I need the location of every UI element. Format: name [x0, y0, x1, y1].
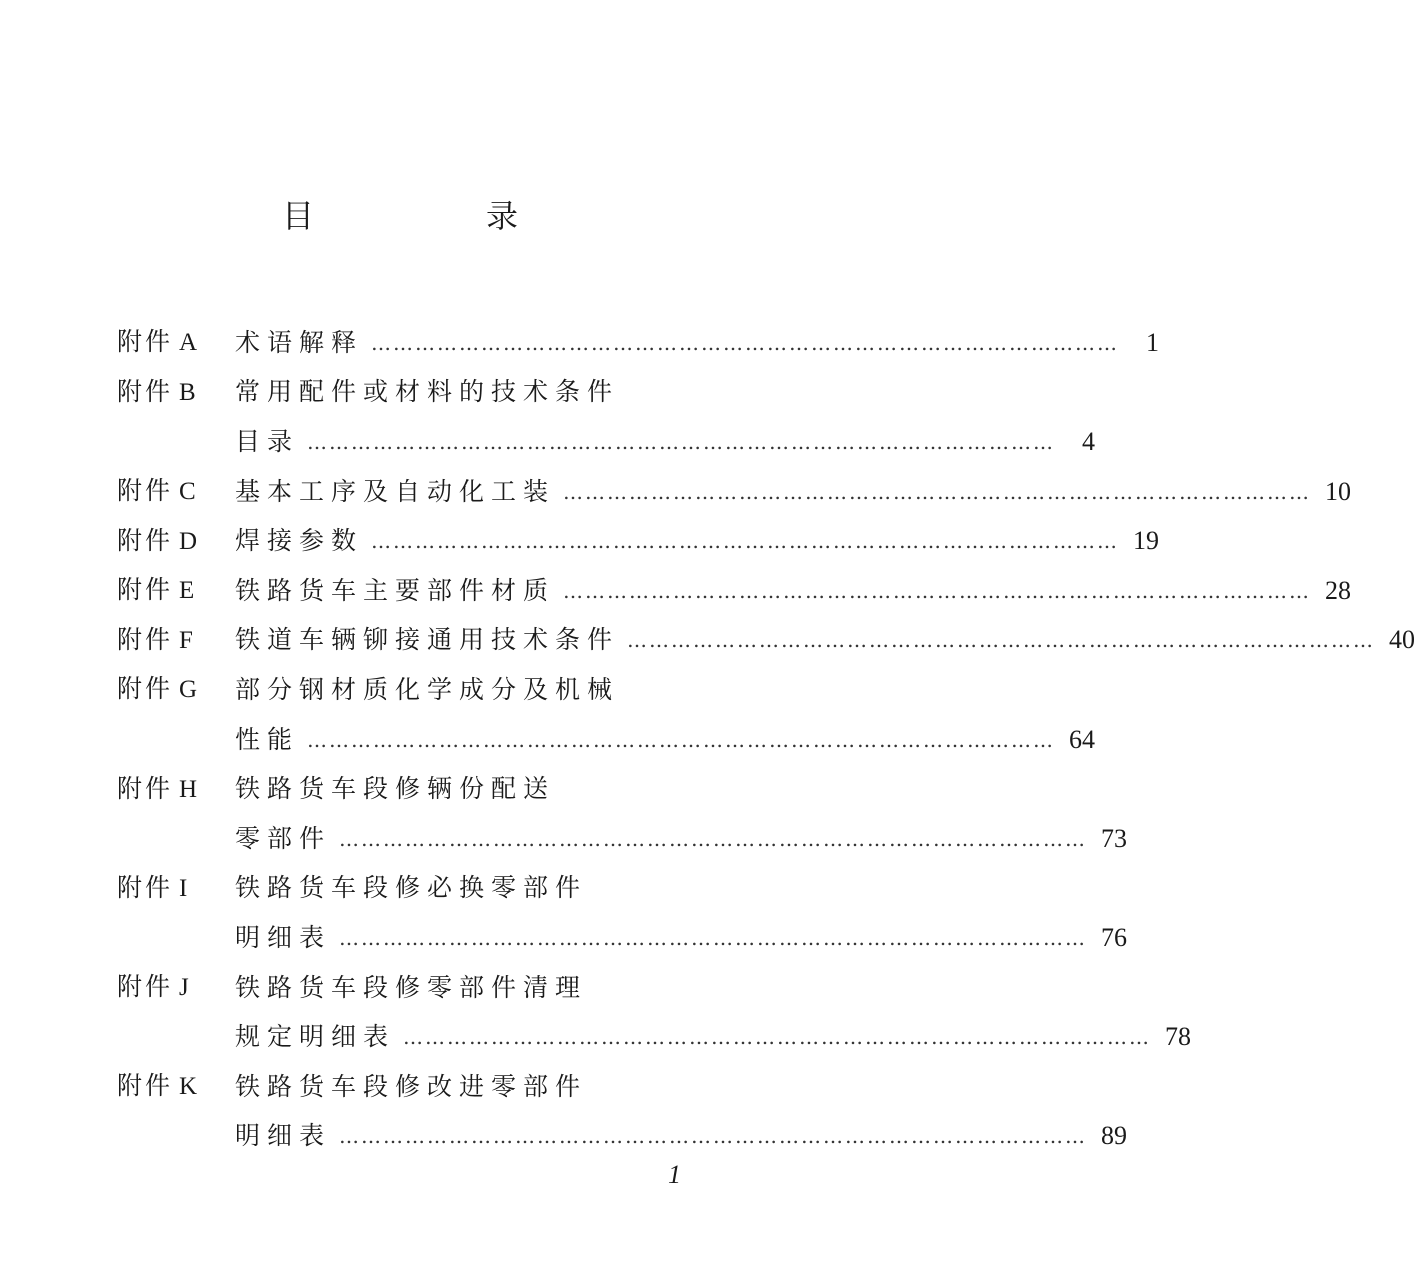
dot-leader: ………………………………………………………………………………………… — [307, 727, 1056, 752]
toc-entry-prefix: 附件 — [117, 972, 174, 1002]
toc-entry-line[interactable] — [117, 616, 1415, 666]
toc-entry-prefix: 附件 — [117, 476, 174, 506]
toc-page-number: 10 — [1325, 476, 1352, 506]
toc-entry-line[interactable] — [117, 467, 1352, 517]
toc-entry-line[interactable] — [117, 368, 701, 418]
toc-entry-letter: G — [179, 676, 198, 704]
toc-entry-letter: B — [179, 378, 196, 406]
toc-entry-title: 铁路货车主要部件材质 — [235, 575, 556, 605]
toc-page-number: 4 — [1082, 426, 1096, 456]
toc-entry-title: 零部件 — [235, 823, 332, 853]
toc-entry-prefix: 附件 — [117, 872, 174, 902]
toc-page-number: 40 — [1389, 625, 1415, 655]
toc-entry-letter: I — [179, 874, 188, 902]
table-of-contents — [117, 318, 1415, 1161]
toc-page-number: 19 — [1133, 526, 1160, 556]
toc-entry-label — [117, 868, 235, 909]
toc-entry-letter: F — [179, 626, 193, 654]
toc-entry-title: 焊接参数 — [235, 526, 364, 556]
toc-entry-title: 常用配件或材料的技术条件 — [235, 377, 620, 407]
toc-entry-prefix: 附件 — [117, 1071, 174, 1101]
toc-page-number: 1 — [1146, 327, 1160, 357]
toc-entry-line[interactable] — [117, 913, 1128, 963]
toc-entry-letter: J — [179, 974, 189, 1002]
toc-entry-title: 明细表 — [235, 1121, 332, 1151]
toc-entry-label — [117, 967, 235, 1008]
toc-entry-title: 基本工序及自动化工装 — [235, 476, 556, 506]
toc-page-number: 64 — [1069, 724, 1096, 754]
toc-entry-label — [117, 570, 235, 611]
toc-entry-line[interactable] — [117, 814, 1128, 864]
toc-entry-label — [117, 322, 235, 363]
toc-entry-letter: H — [179, 775, 198, 803]
dot-leader: ………………………………………………………………………………………… — [371, 529, 1120, 554]
toc-entry-line[interactable] — [117, 864, 701, 914]
toc-entry-label — [117, 372, 235, 413]
toc-entry-label — [117, 471, 235, 512]
page-number: 1 — [668, 1160, 681, 1189]
dot-leader: ………………………………………………………………………………………… — [339, 826, 1088, 851]
toc-entry-prefix: 附件 — [117, 376, 174, 406]
dot-leader: ………………………………………………………………………………………… — [339, 925, 1088, 950]
toc-entry-title: 术语解释 — [235, 327, 364, 357]
toc-entry-line[interactable] — [117, 1062, 701, 1112]
toc-entry-title: 铁路货车段修辆份配送 — [235, 774, 556, 804]
dot-leader: ………………………………………………………………………………………… — [371, 330, 1120, 355]
toc-entry-line[interactable] — [117, 318, 1160, 368]
toc-entry-letter: K — [179, 1073, 198, 1101]
toc-page-number: 76 — [1101, 922, 1128, 952]
toc-entry-title: 规定明细表 — [235, 1022, 396, 1052]
toc-entry-prefix: 附件 — [117, 773, 174, 803]
toc-entry-prefix: 附件 — [117, 575, 174, 605]
toc-entry-prefix: 附件 — [117, 525, 174, 555]
dot-leader: ………………………………………………………………………………………… — [339, 1124, 1088, 1149]
toc-entry-prefix: 附件 — [117, 674, 174, 704]
toc-entry-title: 铁道车辆铆接通用技术条件 — [235, 625, 620, 655]
toc-entry-line[interactable] — [117, 963, 701, 1013]
dot-leader: ………………………………………………………………………………………… — [563, 479, 1312, 504]
toc-page-number: 28 — [1325, 575, 1352, 605]
toc-entry-title: 铁路货车段修改进零部件 — [235, 1071, 588, 1101]
toc-entry-line[interactable] — [117, 1012, 1192, 1062]
toc-entry-letter: D — [179, 527, 198, 555]
toc-entry-label — [117, 620, 235, 661]
toc-page-number: 89 — [1101, 1121, 1128, 1151]
dot-leader: ………………………………………………………………………………………… — [307, 429, 1056, 454]
dot-leader: ………………………………………………………………………………………… — [403, 1025, 1152, 1050]
toc-entry-line[interactable] — [117, 516, 1160, 566]
toc-entry-prefix: 附件 — [117, 327, 174, 357]
toc-entry-label — [117, 1066, 235, 1107]
toc-entry-letter: C — [179, 478, 196, 506]
toc-entry-line[interactable] — [117, 665, 701, 715]
toc-entry-title: 目录 — [235, 426, 300, 456]
toc-entry-line[interactable] — [117, 1112, 1128, 1162]
toc-entry-letter: A — [179, 329, 198, 357]
toc-entry-title: 性能 — [235, 724, 300, 754]
toc-entry-prefix: 附件 — [117, 624, 174, 654]
toc-entry-label — [117, 521, 235, 562]
toc-entry-line[interactable] — [117, 566, 1352, 616]
toc-page-number: 73 — [1101, 823, 1128, 853]
toc-entry-letter: E — [179, 577, 195, 605]
toc-entry-title: 明细表 — [235, 922, 332, 952]
toc-entry-title: 部分钢材质化学成分及机械 — [235, 674, 620, 704]
dot-leader: ………………………………………………………………………………………… — [627, 628, 1376, 653]
dot-leader: ………………………………………………………………………………………… — [563, 578, 1312, 603]
page-title: 目 录 — [281, 197, 588, 235]
toc-entry-title: 铁路货车段修必换零部件 — [235, 873, 588, 903]
toc-entry-label — [117, 669, 235, 710]
toc-entry-line[interactable] — [117, 417, 1096, 467]
toc-page-number: 78 — [1165, 1022, 1192, 1052]
toc-entry-line[interactable] — [117, 764, 701, 814]
toc-entry-line[interactable] — [117, 715, 1096, 765]
toc-entry-title: 铁路货车段修零部件清理 — [235, 972, 588, 1002]
toc-entry-label — [117, 769, 235, 810]
